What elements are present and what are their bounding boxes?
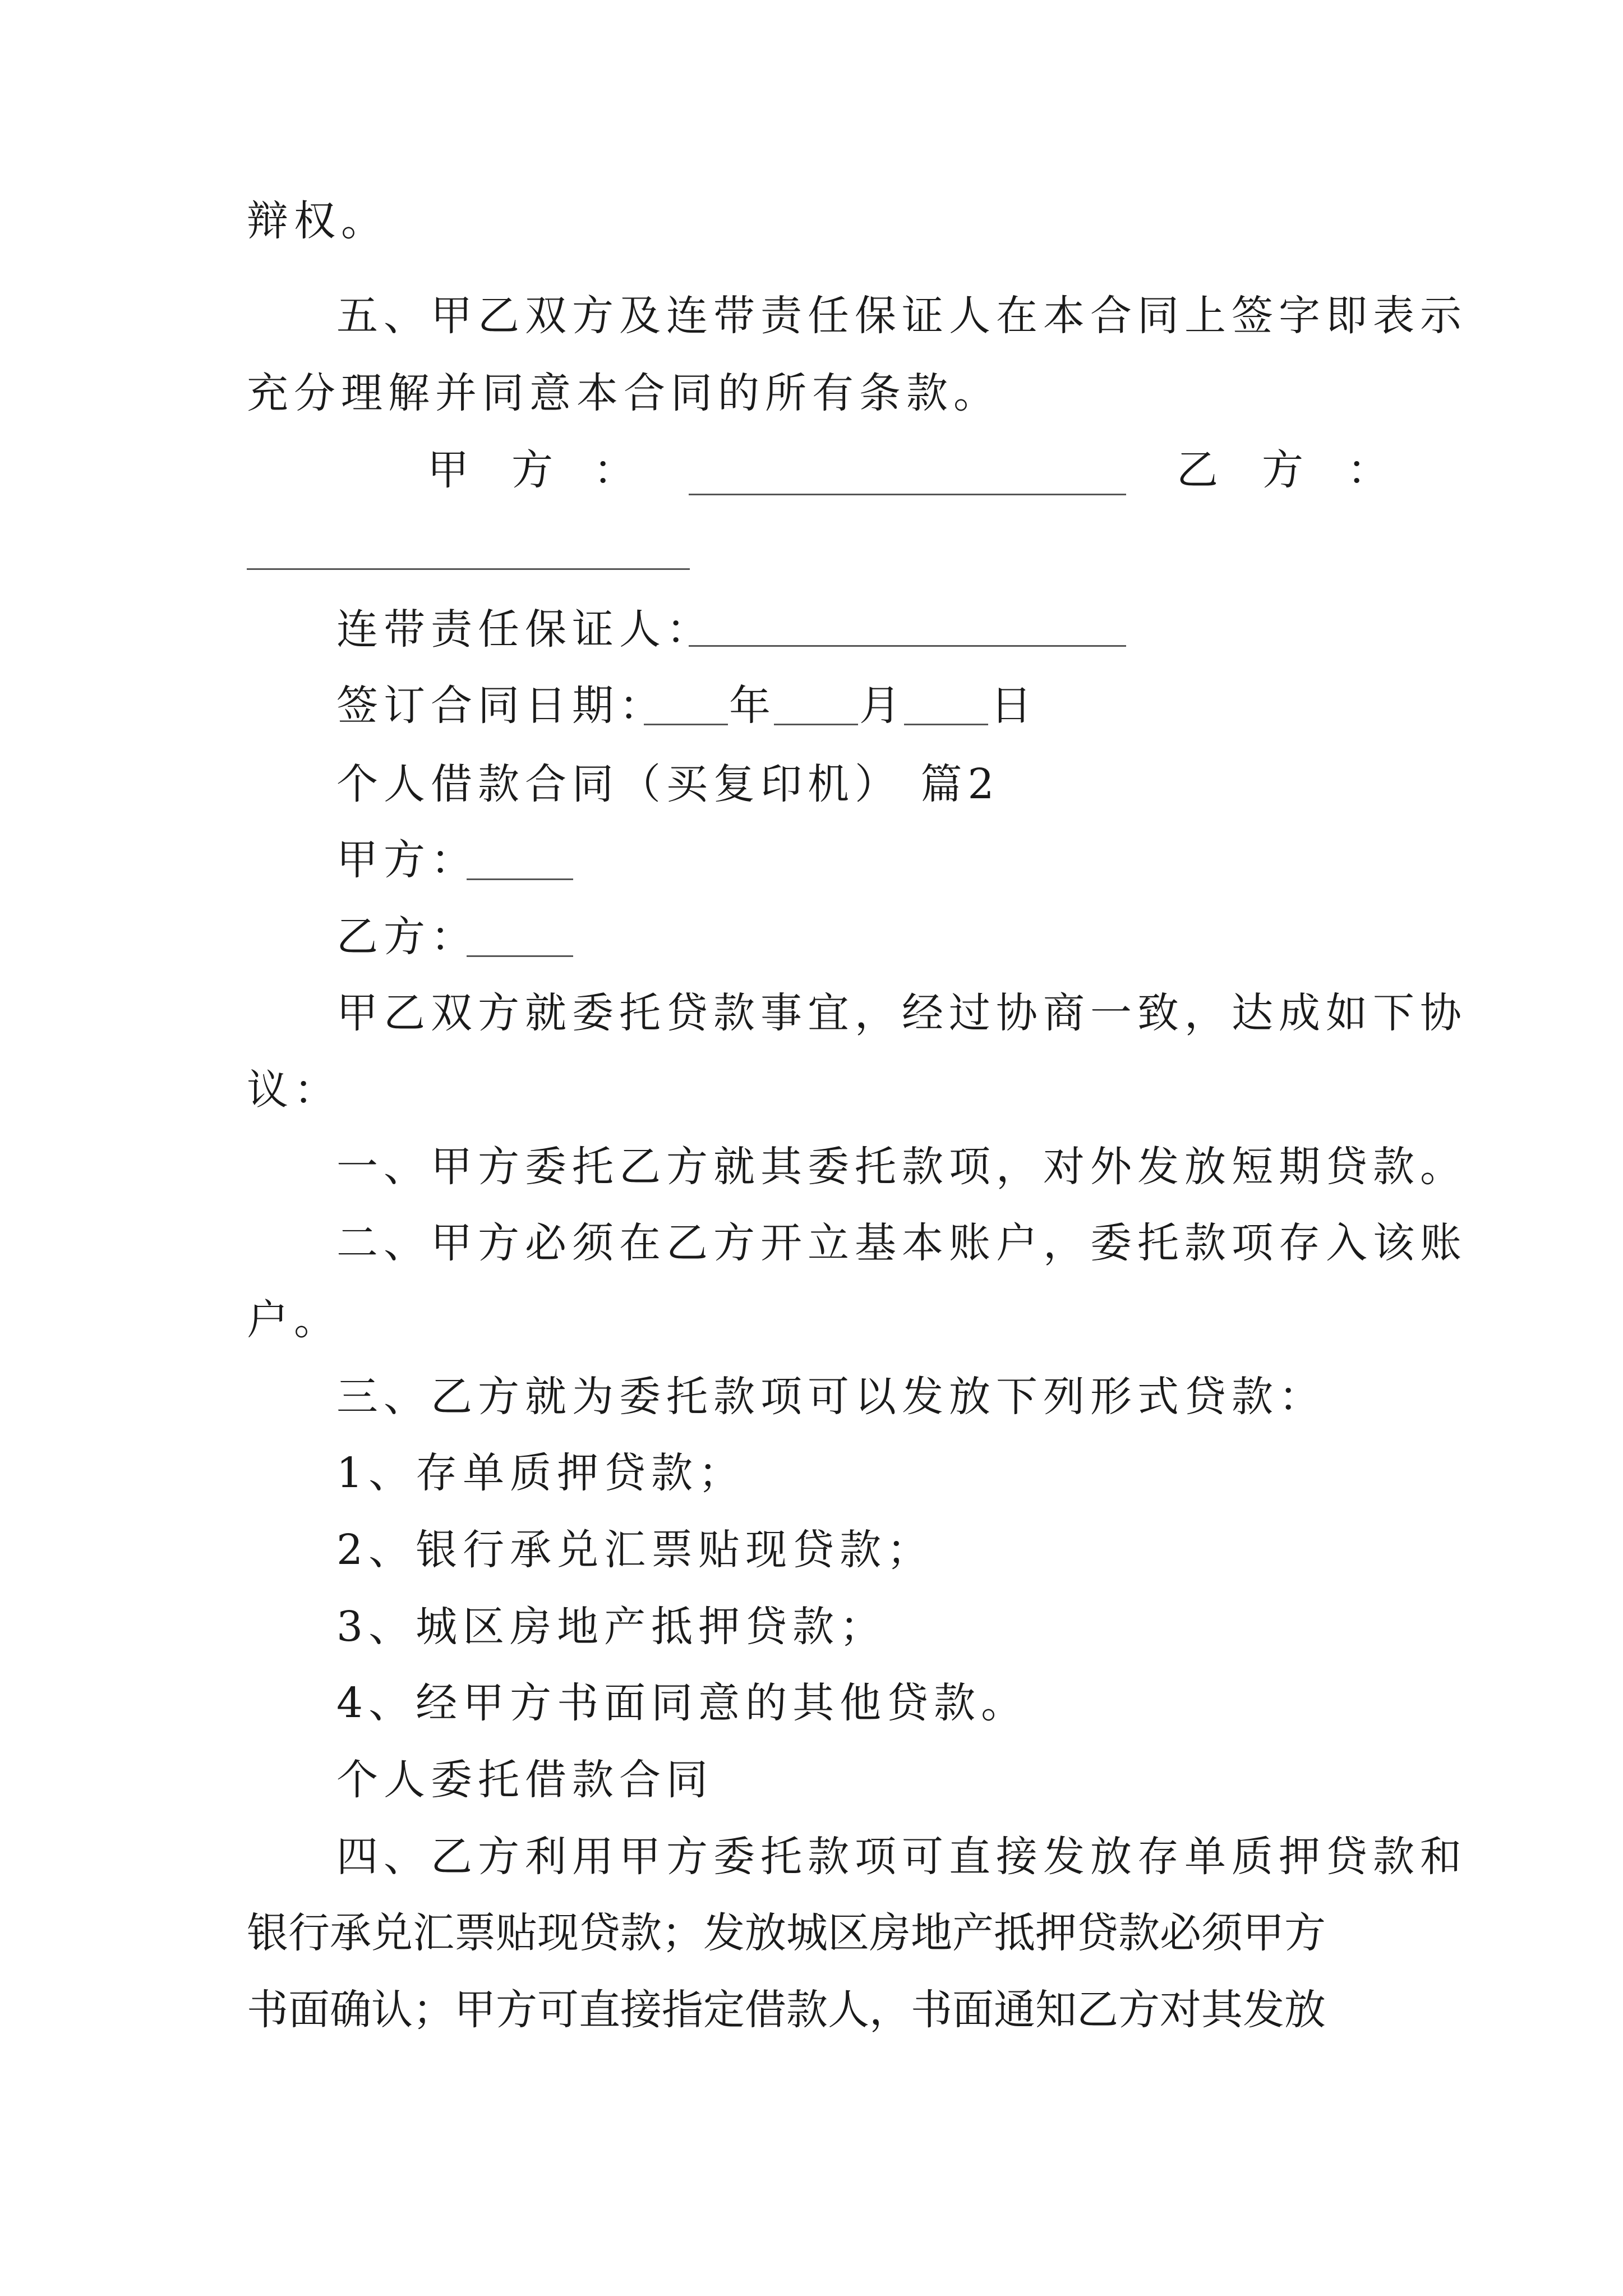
party-b-char-2: 方 (1262, 446, 1303, 494)
party-a-char-1: 甲 (427, 446, 469, 494)
date-year-blank (644, 724, 728, 725)
party-b-char-1: 乙 (1177, 446, 1218, 494)
party-a-name-blank (467, 878, 573, 880)
party-b-name-blank (467, 955, 573, 957)
clause-2: 二、甲方必须在乙方开立基本账户，委托款项存入该账 (336, 1219, 1467, 1267)
clause-4: 四、乙方利用甲方委托款项可直接发放存单质押贷款和 (336, 1833, 1467, 1881)
text-line: 五、甲乙双方及连带责任保证人在本合同上签字即表示 (336, 292, 1467, 340)
party-a-signature-line (689, 494, 1126, 495)
text-line: 议： (247, 1066, 341, 1114)
clause-3: 三、乙方就为委托款项可以发放下列形式贷款： (336, 1373, 1326, 1421)
date-day-blank (904, 724, 988, 725)
text-line: 户。 (247, 1296, 341, 1344)
party-b-signature-line (247, 568, 690, 570)
text-line: 充分理解并同意本合同的所有条款。 (247, 369, 1000, 417)
date-day-unit: 日 (990, 682, 1032, 730)
party-a-colon: ： (593, 446, 635, 494)
list-item: 4、经甲方书面同意的其他贷款。 (336, 1679, 1029, 1727)
text-line: 银行承兑汇票贴现贷款；发放城区房地产抵押贷款必须甲方 (247, 1909, 1326, 1957)
text-line: 书面确认；甲方可直接指定借款人，书面通知乙方对其发放 (247, 1986, 1326, 2034)
text-line: 辩权。 (247, 197, 388, 245)
list-item: 1、存单质押贷款； (336, 1449, 746, 1497)
guarantor-signature-line (689, 645, 1126, 647)
clause-1: 一、甲方委托乙方就其委托款项，对外发放短期贷款。 (336, 1143, 1467, 1191)
signing-date-label: 签订合同日期： (336, 682, 666, 730)
date-month-unit: 月 (859, 682, 901, 730)
party-a-char-2: 方 (511, 446, 553, 494)
party-b-colon: ： (1347, 446, 1389, 494)
list-item: 2、银行承兑汇票贴现贷款； (336, 1526, 934, 1574)
guarantor-label: 连带责任保证人： (336, 605, 713, 654)
list-item: 3、城区房地产抵押贷款； (336, 1603, 887, 1651)
party-a-label: 甲方： (336, 836, 478, 884)
subheading: 个人委托借款合同 (336, 1756, 713, 1804)
text-line: 甲乙双方就委托贷款事宜，经过协商一致，达成如下协 (336, 989, 1467, 1037)
date-year-unit: 年 (729, 682, 771, 730)
party-b-label: 乙方： (336, 913, 478, 961)
section-heading: 个人借款合同（买复印机） 篇2 (336, 760, 1000, 808)
date-month-blank (774, 724, 858, 725)
